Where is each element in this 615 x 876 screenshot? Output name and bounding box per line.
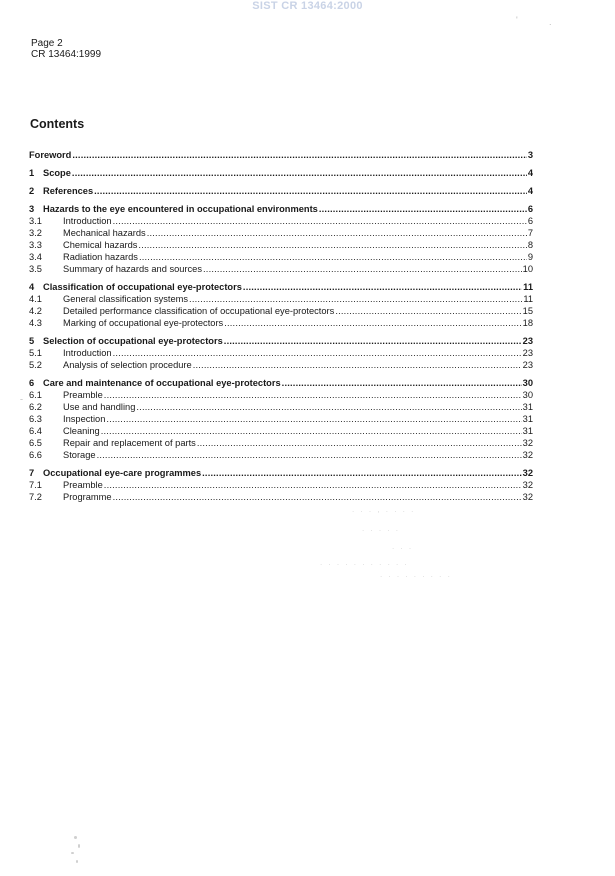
toc-entry-title: Marking of occupational eye-protectors: [63, 318, 224, 328]
toc-entry-page: 8: [527, 240, 533, 250]
toc-entry-page: 31: [522, 402, 533, 412]
toc-entry-page: 7: [527, 228, 533, 238]
toc-entry-title: Preamble: [63, 390, 103, 400]
toc-entry-title: Programme: [63, 492, 112, 502]
toc-entry-number: 5.1: [29, 348, 42, 358]
toc-entry-title: Analysis of selection procedure: [63, 360, 192, 370]
toc-entry-page: 15: [522, 306, 533, 316]
toc-entry-number: 4.2: [29, 306, 42, 316]
toc-entry-page: 18: [522, 318, 533, 328]
scan-noise: . . . . . . . . . . .: [320, 558, 409, 567]
toc-dot-leader: [97, 450, 522, 460]
toc-entry-number: 3: [29, 204, 35, 214]
toc-entry: [29, 264, 533, 276]
scan-mark: ': [516, 15, 518, 25]
toc-entry: [29, 216, 533, 228]
toc-entry: [29, 204, 533, 216]
scan-speck: [76, 860, 78, 863]
toc-entry: [29, 294, 533, 306]
toc-entry: [29, 468, 533, 480]
toc-entry-title: Mechanical hazards: [63, 228, 146, 238]
toc-entry-number: 3.1: [29, 216, 42, 226]
toc-entry-title: Repair and replacement of parts: [63, 438, 196, 448]
toc-entry: [29, 414, 533, 426]
toc-entry-title: Classification of occupational eye-protectors: [43, 282, 242, 292]
toc-entry-title: Foreword: [29, 150, 72, 160]
toc-entry-page: 3: [527, 150, 533, 160]
toc-entry-number: 6: [29, 378, 35, 388]
page-title: Contents: [30, 117, 85, 131]
toc-dot-leader: [104, 390, 522, 400]
toc-dot-leader: [202, 468, 522, 478]
toc-entry-title: Selection of occupational eye-protectors: [43, 336, 223, 346]
toc-dot-leader: [197, 438, 522, 448]
page-header: [31, 38, 101, 60]
toc-entry-page: 31: [522, 414, 533, 424]
scan-noise: . . . . .: [362, 524, 401, 533]
toc-entry-number: 3.4: [29, 252, 42, 262]
toc-entry-number: 6.4: [29, 426, 42, 436]
toc-entry-number: 7.1: [29, 480, 42, 490]
toc-dot-leader: [138, 240, 526, 250]
toc-entry-number: 7: [29, 468, 35, 478]
toc-entry-number: 6.6: [29, 450, 42, 460]
toc-entry-page: 30: [522, 378, 533, 388]
toc-entry-number: 3.5: [29, 264, 42, 274]
toc-entry-number: 5.2: [29, 360, 42, 370]
scan-speck: [20, 399, 23, 400]
toc-entry-page: 32: [522, 438, 533, 448]
toc-dot-leader: [94, 186, 527, 196]
watermark-text: SIST CR 13464:2000: [252, 0, 363, 12]
toc-entry-number: 4: [29, 282, 35, 292]
toc-entry-page: 32: [522, 492, 533, 502]
toc-entry-number: 3.3: [29, 240, 42, 250]
toc-entry-number: 6.1: [29, 390, 42, 400]
toc-entry-page: 11: [523, 282, 533, 292]
toc-entry-page: 4: [527, 168, 533, 178]
toc-dot-leader: [224, 318, 521, 328]
toc-entry-page: 31: [522, 426, 533, 436]
toc-entry-number: 5: [29, 336, 35, 346]
toc-entry: [29, 426, 533, 438]
toc-entry: [29, 186, 533, 198]
scan-noise: . . . . . . . . .: [380, 570, 452, 579]
toc-entry-page: 9: [527, 252, 533, 262]
toc-entry-page: 23: [522, 360, 533, 370]
toc-entry-number: 3.2: [29, 228, 42, 238]
toc-entry-page: 6: [527, 216, 533, 226]
toc-entry-title: Storage: [63, 450, 96, 460]
toc-entry-number: 1: [29, 168, 35, 178]
toc-entry-page: 30: [522, 390, 533, 400]
toc-entry-title: Occupational eye-care programmes: [43, 468, 202, 478]
scan-noise: . . . , . . . .: [352, 505, 416, 514]
toc-entry-title: Introduction: [63, 216, 112, 226]
toc-entry-number: 6.2: [29, 402, 42, 412]
toc-dot-leader: [282, 378, 522, 388]
toc-entry-title: Inspection: [63, 414, 106, 424]
toc-entry-title: References: [43, 186, 94, 196]
toc-dot-leader: [106, 414, 521, 424]
toc-dot-leader: [104, 480, 522, 490]
toc-entry-title: Hazards to the eye encountered in occupational environments: [43, 204, 318, 214]
toc-entry: [29, 336, 533, 348]
toc-entry-title: Care and maintenance of occupational eye-protectors: [43, 378, 281, 388]
table-of-contents: [29, 150, 533, 504]
toc-dot-leader: [189, 294, 522, 304]
toc-entry-page: 32: [522, 468, 533, 478]
scan-noise: . . .: [392, 542, 414, 551]
toc-entry: [29, 306, 533, 318]
toc-entry-title: Preamble: [63, 480, 103, 490]
toc-entry: [29, 318, 533, 330]
toc-dot-leader: [136, 402, 521, 412]
toc-entry: [29, 150, 533, 162]
toc-entry-number: 4.3: [29, 318, 42, 328]
toc-entry: [29, 282, 533, 294]
toc-dot-leader: [193, 360, 522, 370]
toc-entry: [29, 402, 533, 414]
toc-dot-leader: [113, 492, 522, 502]
toc-dot-leader: [319, 204, 527, 214]
scan-speck: [78, 844, 80, 848]
toc-dot-leader: [139, 252, 527, 262]
document-id: CR 13464:1999: [31, 49, 102, 60]
toc-entry-title: Chemical hazards: [63, 240, 138, 250]
toc-dot-leader: [113, 348, 522, 358]
toc-dot-leader: [203, 264, 522, 274]
toc-dot-leader: [335, 306, 521, 316]
toc-entry-page: 32: [522, 450, 533, 460]
toc-entry-page: 10: [522, 264, 533, 274]
toc-dot-leader: [101, 426, 522, 436]
toc-entry-title: Radiation hazards: [63, 252, 138, 262]
toc-entry-title: Summary of hazards and sources: [63, 264, 202, 274]
toc-entry-number: 2: [29, 186, 35, 196]
toc-entry-page: 23: [522, 336, 533, 346]
toc-entry-page: 23: [522, 348, 533, 358]
toc-entry: [29, 240, 533, 252]
toc-entry: [29, 390, 533, 402]
toc-entry-title: General classification systems: [63, 294, 189, 304]
toc-entry: [29, 492, 533, 504]
toc-entry-page: 4: [527, 186, 533, 196]
toc-entry: [29, 450, 533, 462]
toc-entry: [29, 228, 533, 240]
toc-dot-leader: [224, 336, 522, 346]
toc-entry: [29, 252, 533, 264]
toc-entry: [29, 480, 533, 492]
toc-entry-title: Scope: [43, 168, 71, 178]
scan-speck: [74, 836, 77, 839]
toc-entry-page: 6: [527, 204, 533, 214]
toc-entry-page: 32: [522, 480, 533, 490]
toc-entry-title: Use and handling: [63, 402, 136, 412]
toc-entry: [29, 360, 533, 372]
toc-dot-leader: [113, 216, 527, 226]
scan-mark: .: [549, 17, 552, 27]
toc-entry-number: 6.5: [29, 438, 42, 448]
toc-entry-title: Introduction: [63, 348, 112, 358]
toc-entry: [29, 348, 533, 360]
scan-speck: [71, 852, 74, 854]
toc-entry-number: 4.1: [29, 294, 42, 304]
toc-entry: [29, 438, 533, 450]
page-number: Page 2: [31, 38, 63, 49]
toc-dot-leader: [243, 282, 522, 292]
toc-dot-leader: [147, 228, 527, 238]
toc-entry-title: Cleaning: [63, 426, 100, 436]
toc-entry-number: 6.3: [29, 414, 42, 424]
toc-entry: [29, 168, 533, 180]
toc-dot-leader: [72, 168, 527, 178]
toc-entry-number: 7.2: [29, 492, 42, 502]
toc-entry-title: Detailed performance classification of occupational eye-protectors: [63, 306, 335, 316]
toc-dot-leader: [72, 150, 526, 160]
toc-entry-page: 11: [523, 294, 533, 304]
toc-entry: [29, 378, 533, 390]
